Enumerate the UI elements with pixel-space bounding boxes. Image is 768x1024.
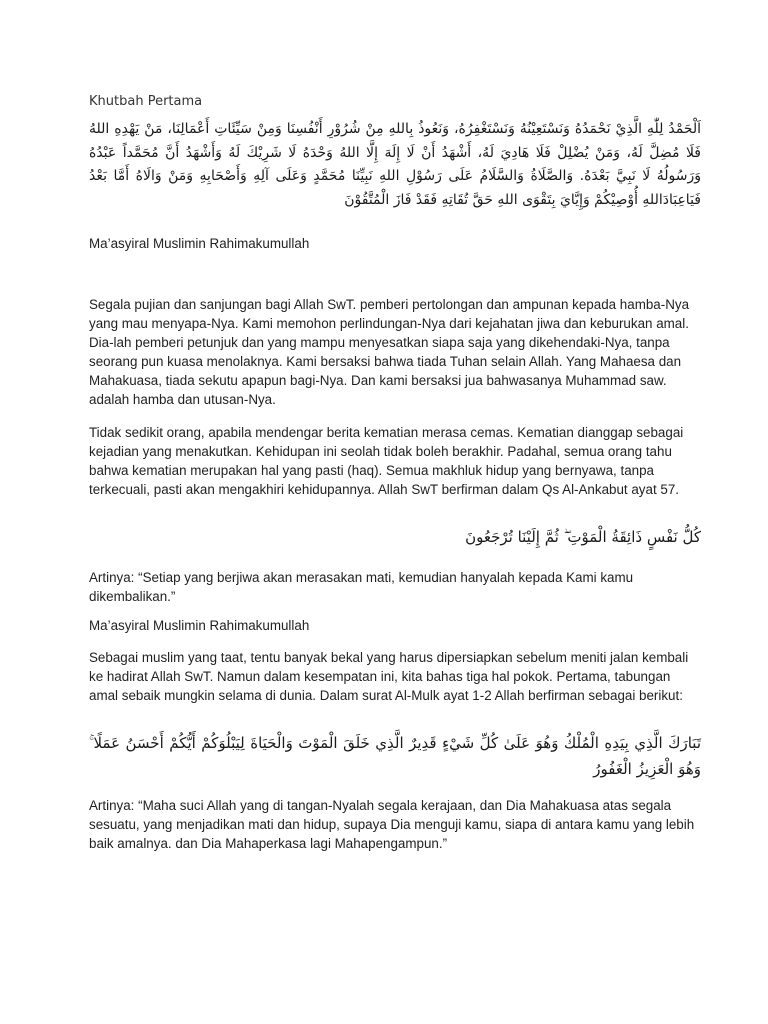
translation-2: Artinya: “Maha suci Allah yang di tangan-Nyalah segala kerajaan, dan Dia Mahakuasa atas segala sesuatu, yang menjadikan mati dan hidup, supaya Dia menguji kamu, siapa di antara kamu yang lebih baik amalnya. dan Dia Mahaperkasa lagi Mahapengampun.” [89,798,695,851]
arabic-opening-prayer: اَلْحَمْدُ لِلّٰهِ الَّذِيْ نَحْمَدُهُ وَنَسْتَعِيْنُهُ وَنَسْتَغْفِرُهُ، وَنَعُوذُ بِاللهِ مِنْ شُرُوْرِ أَنْفُسِنَا وَمِنْ سَيِّئَاتِ أَعْمَالِنَا، مَنْ يَهْدِهِ اللهُ فَلَا مُضِلَّ لَهُ، وَمَنْ يُضْلِلْ فَلَا هَادِيَ لَهُ، أَشْهَدُ أَنْ لَا إِلَهَ إِلَّا اللهُ وَحْدَهُ لَا شَرِيْكَ لَهُ وَأَشْهَدُ أَنَّ مُحَمَّداً عَبْدُهُ وَرَسُولُهُ لَا نَبِيَّ بَعْدَهُ. وَالصَّلَاةُ وَالسَّلَامُ عَلَى رَسُوْلِ اللهِ نَبِيِّنَا مُحَمَّدٍ وَعَلَى آلِهِ وَأَصْحَابِهِ وَمَنْ وَالَاهُ أَمَّا بَعْدُ فَيَاعِبَادَاللهِ أُوْصِيْكُمْ وَإِيَّايَ بِتَقْوَى اللهِ حَقَّ تُقَاتِهِ فَقَدْ فَازَ الْمُتَّقُوْنَ [89,121,701,208]
section-heading: Khutbah Pertama [89,94,203,109]
translation-1: Artinya: “Setiap yang berjiwa akan merasakan mati, kemudian hanyalah kepada Kami kamu dikembalikan.” [89,570,634,604]
paragraph-praise: Segala pujian dan sanjungan bagi Allah SwT. pemberi pertolongan dan ampunan kepada hamba-Nya yang mau menyapa-Nya. Kami memohon perlindungan-Nya dari kejahatan jiwa dan keburukan amal. Dia-lah pemberi petunjuk dan yang mampu menyesatkan siapa saja yang dikehendaki-Nya, tanpa seorang pun kuasa menolaknya. Kami bersaksi bahwa tiada Tuhan selain Allah. Yang Mahaesa dan Mahakuasa, tiada sekutu apapun bagi-Nya. Dan kami bersaksi jua bahwasanya Muhammad saw. adalah hamba dan utusan-Nya. [89,297,690,407]
greeting-2: Ma’asyiral Muslimin Rahimakumullah [89,618,310,633]
paragraph-muslim: Sebagai muslim yang taat, tentu banyak bekal yang harus dipersiapkan sebelum meniti jalan kembali ke hadirat Allah SwT. Namun dalam kesempatan ini, kita bahas tiga hal pokok. Pertama, tabungan amal sebaik mungkin selama di dunia. Dalam surat Al-Mulk ayat 1-2 Allah berfirman sebagai berikut: [89,650,689,703]
arabic-verse-2: تَبَارَكَ الَّذِي بِيَدِهِ الْمُلْكُ وَهُوَ عَلَىٰ كُلِّ شَيْءٍ قَدِيرٌ الَّذِي خَلَقَ الْمَوْتَ وَالْحَيَاةَ لِيَبْلُوَكُمْ أَيُّكُمْ أَحْسَنُ عَمَلًا ۚ وَهُوَ الْعَزِيزُ الْغَفُورُ [89,734,701,778]
paragraph-death: Tidak sedikit orang, apabila mendengar berita kematian merasa cemas. Kematian dianggap sebagai kejadian yang menakutkan. Kehidupan ini seolah tidak boleh berakhir. Padahal, semua orang tahu bahwa kematian merupakan hal yang pasti (haq). Semua makhluk hidup yang bernyawa, tanpa terkecuali, pasti akan mengakhiri kehidupannya. Allah SwT berfirman dalam Qs Al-Ankabut ayat 57. [89,425,684,497]
arabic-verse-1: كُلُّ نَفْسٍ ذَائِقَةُ الْمَوْتِ ۖ ثُمَّ إِلَيْنَا تُرْجَعُونَ [465,528,701,546]
greeting-1: Ma’asyiral Muslimin Rahimakumullah [89,236,310,251]
